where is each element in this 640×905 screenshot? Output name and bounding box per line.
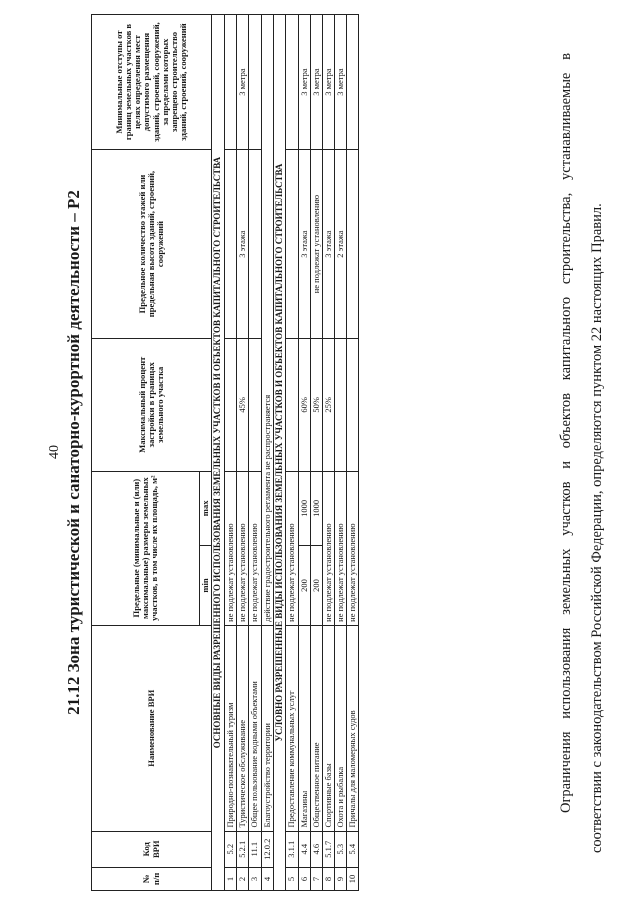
table-row: [261, 15, 273, 891]
cell-name: Причалы для маломерных судов: [347, 625, 359, 831]
header-sizes: Предельные (минимальные и (или) максимальные) размеры земельных участков, в том числе их площадь, м²: [92, 471, 200, 625]
cell-setback: 3 метра: [310, 15, 322, 150]
table-row: [298, 15, 310, 891]
header-max: max: [200, 471, 212, 546]
restrictions-note: Ограничения использования земельных участков и объектов капитального строительства, устанавливаемые в соответствии с законодательством Российской Федерации, определяются пунктом 22 настоящих Правил.: [558, 53, 605, 853]
table-row: [237, 15, 249, 891]
cell-code: 5.2.1: [237, 831, 249, 867]
table-row: [286, 15, 298, 891]
table-row: [225, 15, 237, 891]
cell-min: 200: [298, 546, 310, 626]
cell-num: 7: [310, 867, 322, 890]
table-row: [347, 15, 359, 891]
cell-name: Общественное питание: [310, 625, 322, 831]
header-min: min: [200, 546, 212, 626]
cell-num: 1: [225, 867, 237, 890]
cell-num: 9: [335, 867, 347, 890]
cell-size: не подлежат установлению: [237, 471, 249, 625]
cell-name: Спортивные базы: [322, 625, 334, 831]
table-row: [249, 15, 261, 891]
cell-max: 1000: [298, 471, 310, 546]
cell-percent: 45%: [237, 339, 249, 471]
cell-name: Туристическое обслуживание: [237, 625, 249, 831]
header-num: № п/п: [92, 867, 212, 890]
page-title: 21.12 Зона туристической и санаторно-курортной деятельности – Р2: [64, 190, 83, 715]
cell-size: не подлежат установлению: [286, 471, 298, 625]
cell-name: Магазины: [298, 625, 310, 831]
cell-num: 2: [237, 867, 249, 890]
cell-size: не подлежат установлению: [322, 471, 334, 625]
cell-code: 5.2: [225, 831, 237, 867]
cell-code: 5.3: [335, 831, 347, 867]
header-code: Код ВРИ: [92, 831, 212, 867]
section-conditional-uses: УСЛОВНО РАЗРЕШЕННЫЕ ВИДЫ ИСПОЛЬЗОВАНИЯ ЗЕМЕЛЬНЫХ УЧАСТКОВ И ОБЪЕКТОВ КАПИТАЛЬНОГО СТРОИТЕЛЬСТВА: [273, 15, 286, 891]
section-main-uses: ОСНОВНЫЕ ВИДЫ РАЗРЕШЕННОГО ИСПОЛЬЗОВАНИЯ ЗЕМЕЛЬНЫХ УЧАСТКОВ И ОБЪЕКТОВ КАПИТАЛЬНОГО СТРОИТЕЛЬСТВА: [212, 15, 225, 891]
cell-floors: не подлежат установлению: [310, 150, 322, 339]
cell-name: Общее пользование водными объектами: [249, 625, 261, 831]
cell-num: 6: [298, 867, 310, 890]
table-row: [310, 15, 322, 891]
cell-setback: 3 метра: [237, 15, 249, 150]
cell-name: Природно-познавательный туризм: [225, 625, 237, 831]
cell-percent: 25%: [322, 339, 334, 471]
cell-floors: 2 этажа: [335, 150, 347, 339]
table-row: [335, 15, 347, 891]
cell-num: 4: [261, 867, 273, 890]
cell-percent: 50%: [310, 339, 322, 471]
cell-percent: 60%: [298, 339, 310, 471]
cell-floors: 3 этажа: [298, 150, 310, 339]
cell-code: 4.4: [298, 831, 310, 867]
cell-num: 5: [286, 867, 298, 890]
zoning-table: [91, 14, 359, 891]
cell-code: 3.1.1: [286, 831, 298, 867]
cell-floors: 3 этажа: [322, 150, 334, 339]
cell-setback: 3 метра: [335, 15, 347, 150]
table-row: [322, 15, 334, 891]
cell-min: 200: [310, 546, 322, 626]
cell-setback: 3 метра: [298, 15, 310, 150]
cell-setback: 3 метра: [322, 15, 334, 150]
cell-size: не подлежат установлению: [225, 471, 237, 625]
cell-num: 8: [322, 867, 334, 890]
cell-code: 5.4: [347, 831, 359, 867]
cell-code: 12.0.2: [261, 831, 273, 867]
cell-max: 1000: [310, 471, 322, 546]
header-setback: Минимальные отступы от границ земельных участков в целях определения мест допустимого размещения зданий, строений, сооружений, за пределами которых запрещено строительство зданий, строений, сооружений: [92, 15, 212, 150]
cell-floors: 3 этажа: [237, 150, 249, 339]
cell-code: 5.1.7: [322, 831, 334, 867]
cell-size: не подлежат установлению: [347, 471, 359, 625]
header-floors: Предельное количество этажей или предельная высота зданий, строений, сооружений: [92, 150, 212, 339]
page-number: 40: [47, 445, 62, 459]
cell-size: не подлежат установлению: [335, 471, 347, 625]
cell-size: действие градостроительного регламента не распространяется: [261, 15, 273, 626]
cell-code: 4.6: [310, 831, 322, 867]
cell-num: 3: [249, 867, 261, 890]
header-name: Наименование ВРИ: [92, 625, 212, 831]
cell-code: 11.1: [249, 831, 261, 867]
cell-name: Благоустройство территории: [261, 625, 273, 831]
cell-size: не подлежат установлению: [249, 471, 261, 625]
cell-num: 10: [347, 867, 359, 890]
header-percent: Максимальный процент застройки в границах земельного участка: [92, 339, 212, 471]
cell-name: Охота и рыбалка: [335, 625, 347, 831]
cell-name: Предоставление коммунальных услуг: [286, 625, 298, 831]
